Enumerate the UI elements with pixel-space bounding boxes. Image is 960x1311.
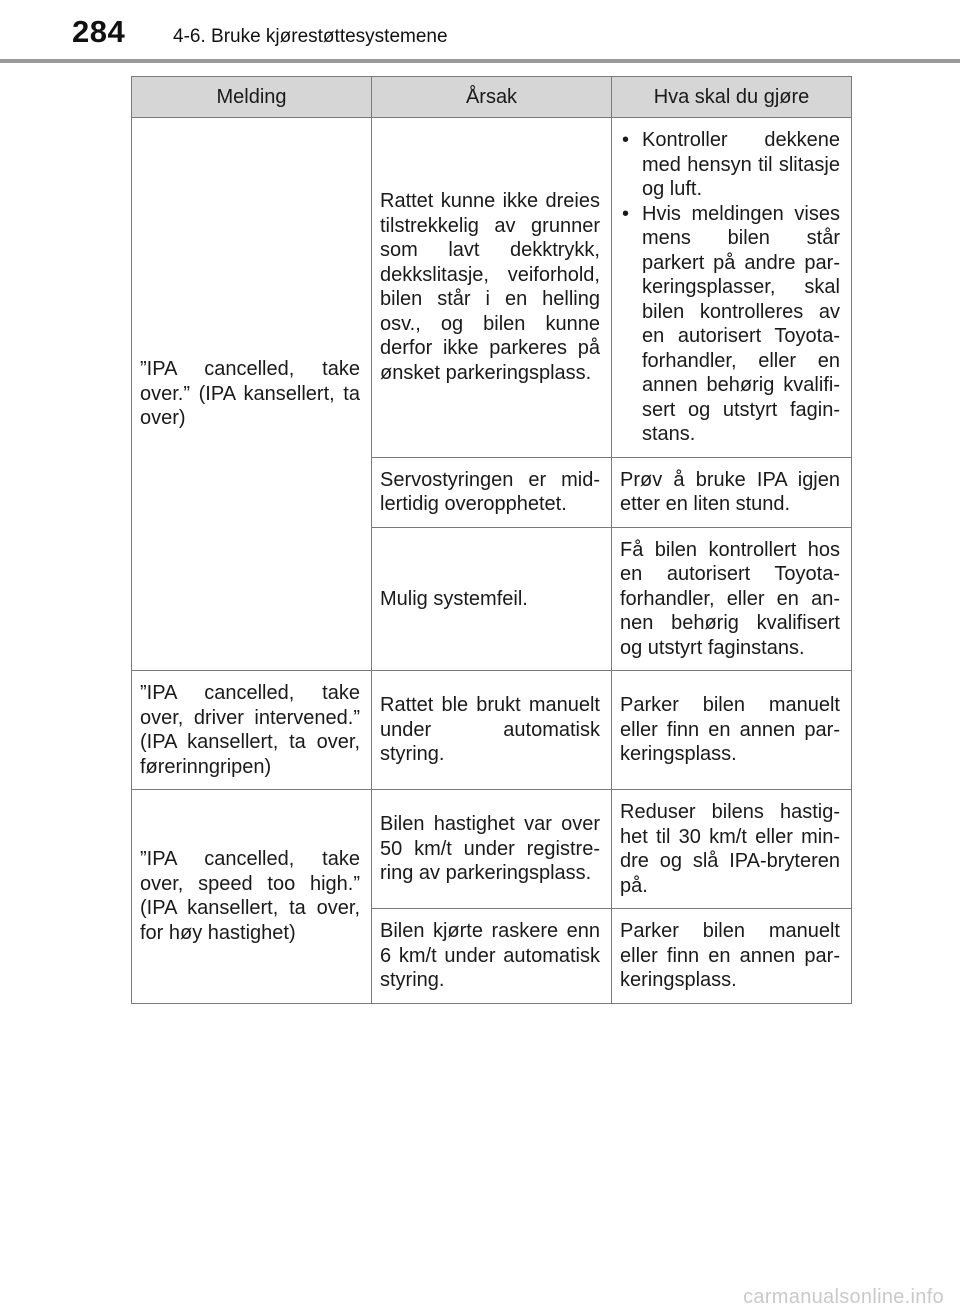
action-cell bbox=[612, 118, 852, 458]
header-rule bbox=[0, 59, 960, 63]
column-header-action: Hva skal du gjøre bbox=[612, 77, 852, 118]
action-cell: Parker bilen manuelt eller finn en annen parkeringsplass. bbox=[612, 671, 852, 790]
message-table bbox=[131, 76, 852, 1004]
action-cell: Parker bilen manuelt eller finn en annen parkeringsplass. bbox=[612, 909, 852, 1004]
cause-cell: Bilen hastighet var over 50 km/t under registrering av parkeringsplass. bbox=[372, 790, 612, 909]
cause-cell: Rattet ble brukt manuelt under automatisk styring. bbox=[372, 671, 612, 790]
action-cell: Få bilen kontrollert hos en autorisert Toyota-forhandler, eller en annen behørig kvalifisert og utstyrt faginstans. bbox=[612, 527, 852, 671]
cause-cell: Bilen kjørte raskere enn 6 km/t under automatisk styring. bbox=[372, 909, 612, 1004]
action-cell: Prøv å bruke IPA igjen etter en liten stund. bbox=[612, 457, 852, 527]
cause-cell: Rattet kunne ikke dreies tilstrekkelig av grunner som lavt dekktrykk, dekkslitasje, veiforhold, bilen står i en helling osv., og bilen kunne derfor ikke parkeres på ønsket parkeringsplass. bbox=[372, 118, 612, 458]
table-row bbox=[132, 118, 852, 458]
cause-cell: Mulig systemfeil. bbox=[372, 527, 612, 671]
table-header-row bbox=[132, 77, 852, 118]
action-cell: Reduser bilens hastighet til 30 km/t eller mindre og slå IPA-bryteren på. bbox=[612, 790, 852, 909]
action-list-item: • Hvis meldingen vises mens bilen står parkert på andre parkeringsplasser, skal bilen kontrolleres av en autorisert Toyota-forhandler, eller en annen behørig kvalifisert og utstyrt faginstans. bbox=[620, 202, 840, 447]
column-header-message: Melding bbox=[132, 77, 372, 118]
message-cell: ”IPA cancelled, take over, driver intervened.” (IPA kansellert, ta over, førerinngripen) bbox=[132, 671, 372, 790]
table-row bbox=[132, 671, 852, 790]
page-number: 284 bbox=[72, 14, 126, 49]
section-title: 4-6. Bruke kjørestøttesystemene bbox=[173, 26, 448, 47]
cause-cell: Servostyringen er midlertidig overopphetet. bbox=[372, 457, 612, 527]
message-cell: ”IPA cancelled, take over, speed too high.” (IPA kansellert, ta over, for høy hastighet) bbox=[132, 790, 372, 1004]
column-header-cause: Årsak bbox=[372, 77, 612, 118]
message-cell: ”IPA cancelled, take over.” (IPA kansellert, ta over) bbox=[132, 118, 372, 671]
action-list bbox=[620, 128, 840, 447]
watermark: carmanualsonline.info bbox=[743, 1286, 944, 1308]
action-list-item: • Kontroller dekkene med hensyn til slitasje og luft. bbox=[620, 128, 840, 202]
table-row bbox=[132, 790, 852, 909]
